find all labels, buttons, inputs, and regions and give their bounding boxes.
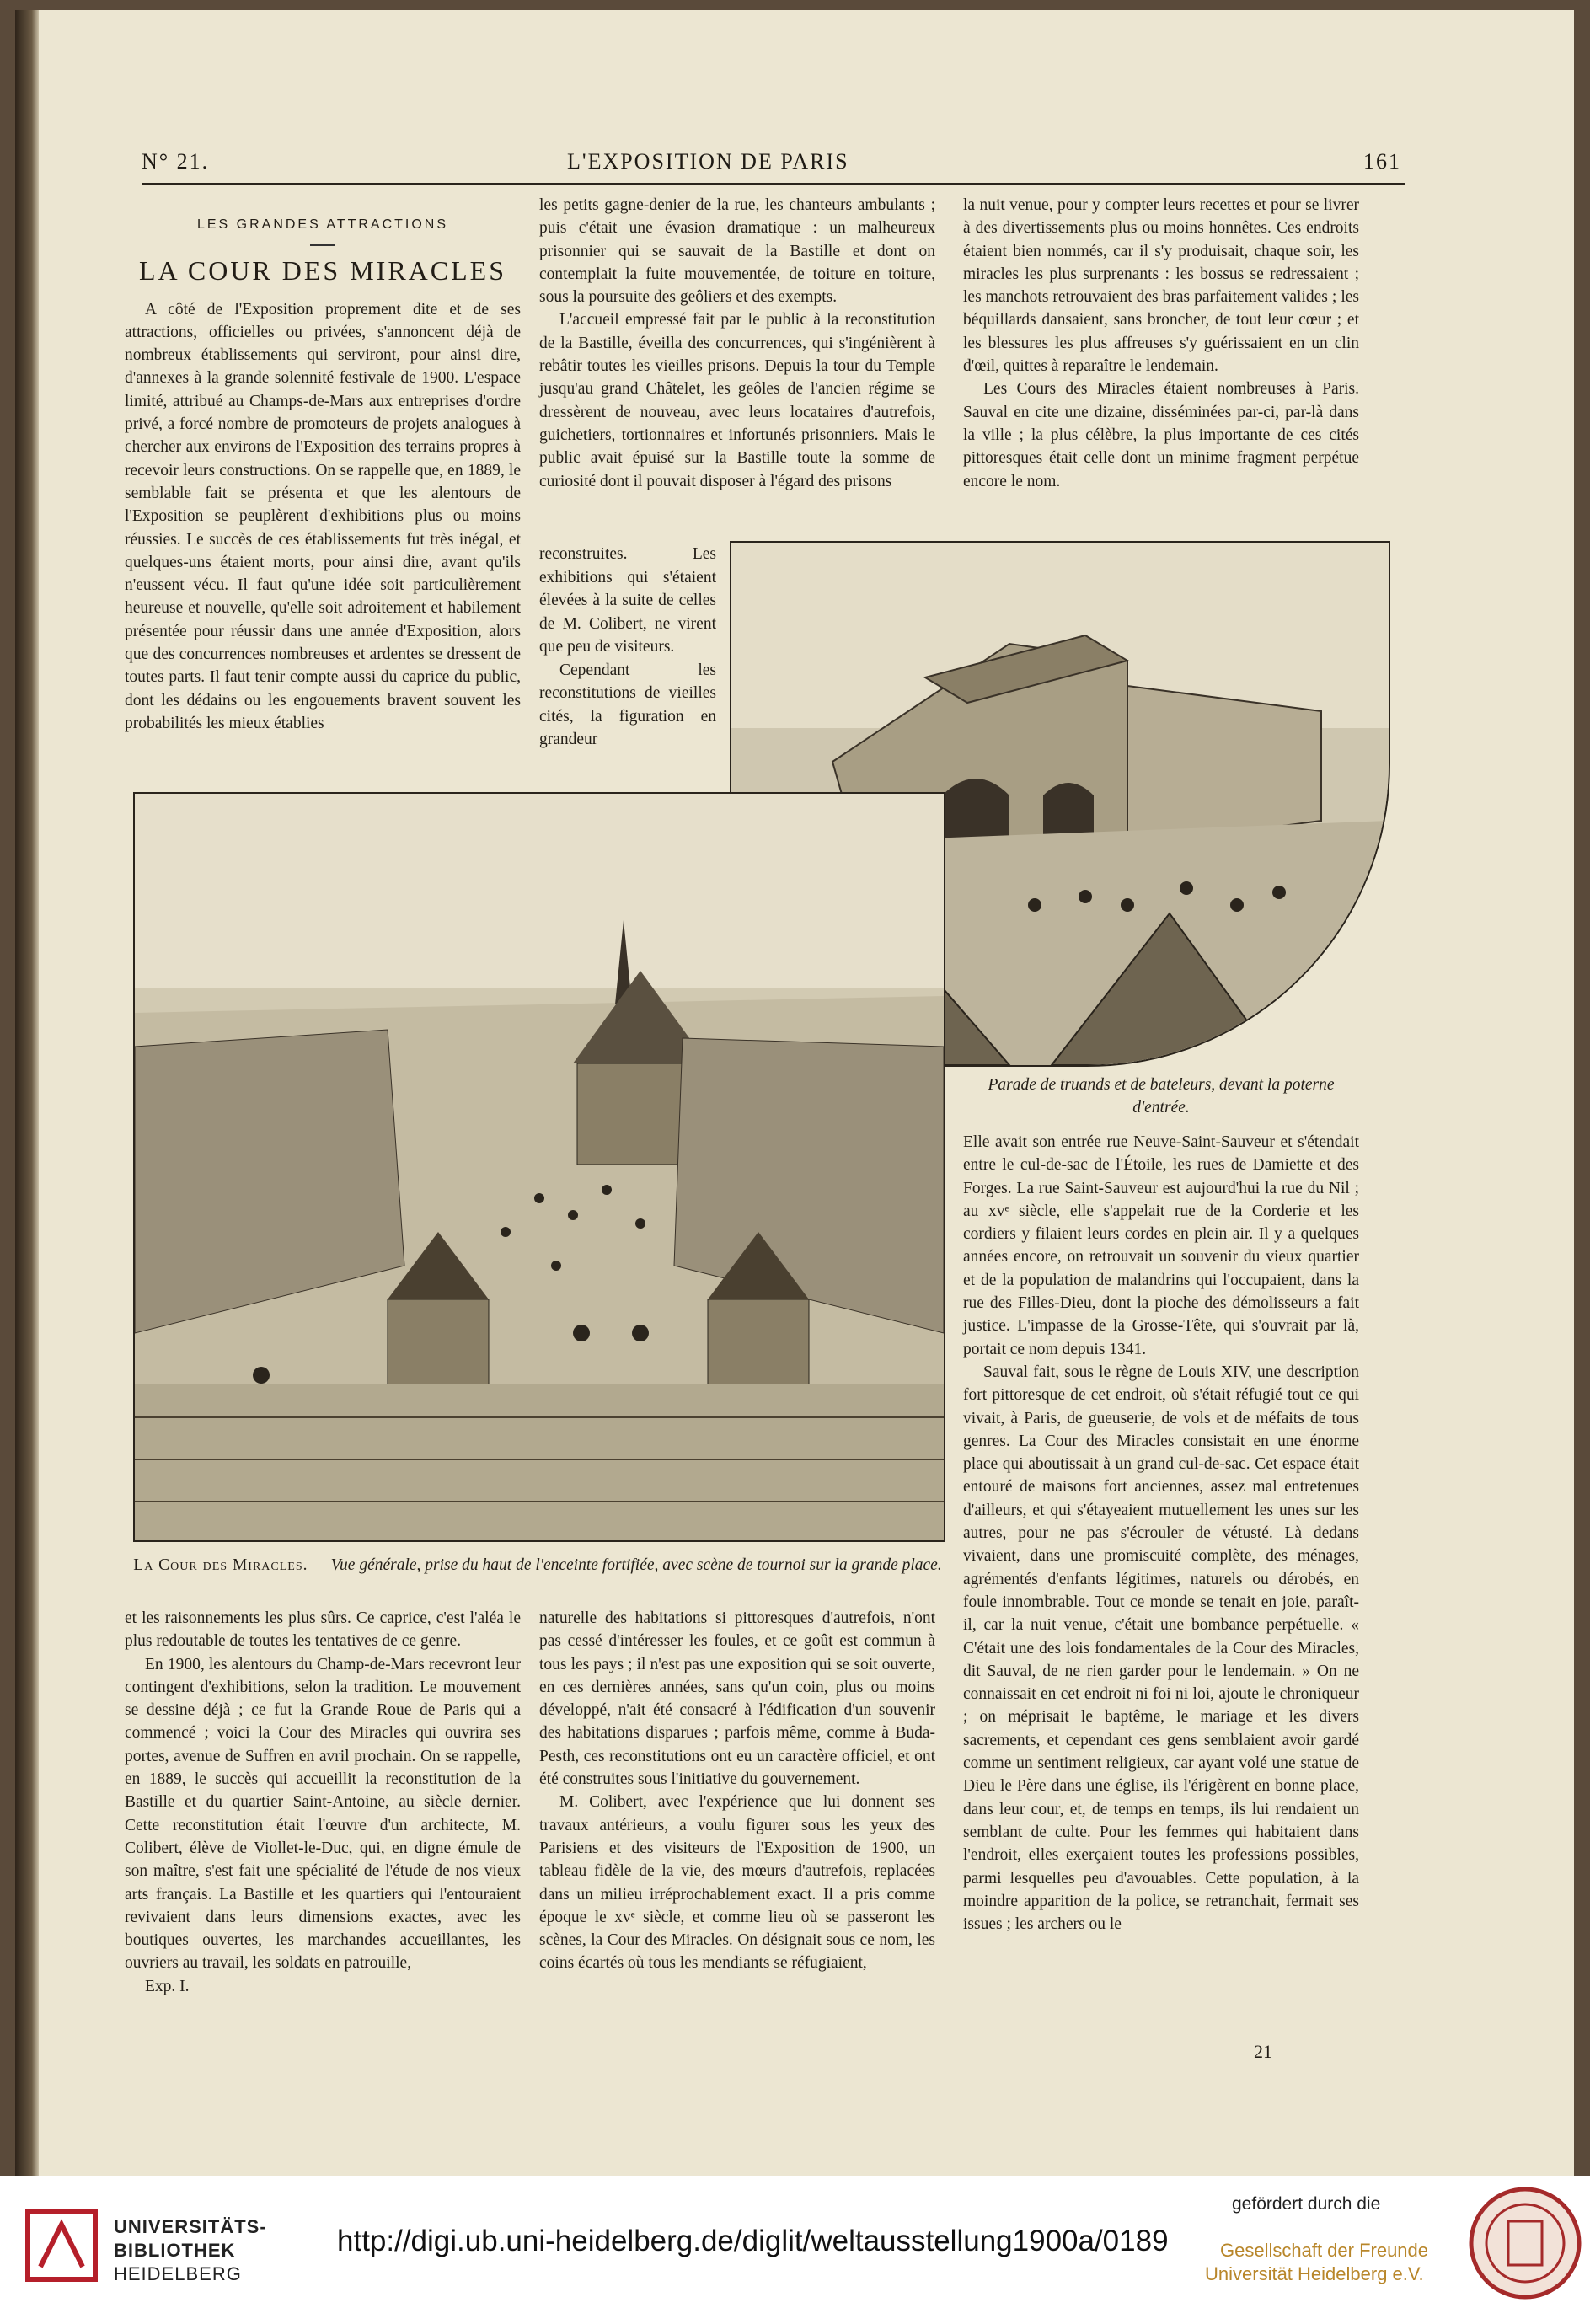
library-name-line-2: BIBLIOTHEK (114, 2240, 236, 2261)
column-2-bottom (539, 1607, 935, 1975)
paragraph: Elle avait son entrée rue Neuve-Saint-Sauveur et s'étendait entre le cul-de-sac de l'Étoile, les rues de Damiette et des Forges. La rue Saint-Sauveur est aujourd'hui la rue du Nil ; au xvᵉ siècle, elle s'appelait rue de la Corderie et les cordiers y filaient leurs cordes en plein air. Il y a quelques années encore, on retrouvait un souvenir du vieux quartier et de la population de malandrins qui l'occupaient, dans la rue des Filles-Dieu, dont la pioche des démolisseurs a fait justice. L'impasse de la Grosse-Tête, qui s'ouvrait par là, portait ce nom depuis 1341. (963, 1133, 1359, 1358)
paragraph: la nuit venue, pour y compter leurs recettes et pour se livrer à des divertissements plus ou moins honnêtes. Ces endroits étaient bien nommés, car il s'y produisait, chaque soir, les miracles les plus surprenants : les bossus se redressaient ; les manchots retrouvaient des bras parfaitement valides ; les béquillards dansaient, sans broncher, de tout leur cœur ; et les blessures les plus affreuses s'y guérissaient en un clin d'œil, quittes à reparaître le lendemain. (963, 196, 1359, 376)
paragraph: En 1900, les alentours du Champ-de-Mars recevront leur contingent d'exhibitions, selon la tradition. Le mouvement se dessine déjà ; ce fut la Grande Roue de Paris qui a commencé ; voici la Cour des Miracles qui ouvrira ses portes, avenue de Suffren en avril prochain. On se rappelle, en 1889, le succès qui accueillit la reconstitution de la Bastille et du quartier Saint-Antoine, au siècle dernier. Cette reconstitution était l'œuvre d'un architecte, M. Colibert, élève de Viollet-le-Duc, qui, en digne émule de son maître, s'est fait une spécialité de l'étude de nos vieux arts français. La Bastille et les quartiers qui l'entouraient revivaient dans leurs dimensions exactes, avec les boutiques ouvertes, les marchandes accueillantes, les ouvriers au travail, les soldats en patrouille, (125, 1655, 521, 1973)
signature: Exp. I. (145, 1977, 190, 1995)
scanned-page (15, 10, 1574, 2176)
paragraph: Cependant les reconstitutions de vieilles cités, la figuration en grandeur (539, 661, 716, 748)
caption-cour-des-miracles (133, 1554, 942, 1577)
header-rule (142, 183, 1405, 185)
column-2-narrow (539, 543, 716, 752)
paragraph: et les raisonnements les plus sûrs. Ce caprice, c'est l'aléa le plus redoutable de toutes les tentatives de ce genre. (125, 1609, 521, 1651)
column-1-top (125, 208, 521, 735)
caption-text: — Vue générale, prise du haut de l'enceinte fortifiée, avec scène de tournoi sur la grande place. (308, 1556, 942, 1574)
seal-icon (1466, 2184, 1584, 2302)
paragraph: Les Cours des Miracles étaient nombreuses à Paris. Sauval en cite une dizaine, disséminées par-ci, par-là dans la ville ; la plus célèbre, la plus importante de ces cités pittoresques était celle dont un minime fragment perpétue encore le nom. (963, 380, 1359, 490)
society-name-line-2: Universität Heidelberg e.V. (1205, 2263, 1424, 2284)
paragraph: M. Colibert, avec l'expérience que lui donnent ses travaux antérieurs, a voulu figurer sous les yeux des Parisiens et des visiteurs de l'Exposition de 1900, un tableau fidèle de la vie, des mœurs d'autrefois, replacées dans un milieu irréprochablement exact. Il a pris comme époque le xvᵉ siècle, et comme lieu où se passeront les scènes, la Cour des Miracles. On désignait sous ce nom, les coins écartés où tous les mendiants se réfugiaient, (539, 1793, 935, 1973)
library-name-line-1: UNIVERSITÄTS- (114, 2216, 267, 2237)
page-url-link[interactable]: http://digi.ub.uni-heidelberg.de/diglit/weltausstellung1900a/0189 (337, 2225, 1169, 2257)
library-name-line-3: HEIDELBERG (114, 2263, 242, 2284)
heading-dash (310, 244, 335, 246)
university-logo-icon (24, 2208, 99, 2284)
paragraph: L'accueil empressé fait par le public à la reconstitution de la Bastille, éveilla des concurrences, qui s'ingénièrent à rebâtir toutes les vieilles prisons. Depuis la tour du Temple jusqu'au grand Châtelet, les geôles de l'ancien régime se dressèrent de nouveau, avec leurs locataires d'autrefois, guichetiers, tortionnaires et infortunés prisonniers. Mais le public avait épuisé sur la Bastille toute la somme de curiosité dont il pouvait disposer à l'égard des prisons (539, 311, 935, 490)
society-name-line-1: Gesellschaft der Freunde (1220, 2240, 1429, 2261)
paragraph: naturelle des habitations si pittoresques d'autrefois, n'ont pas cessé d'intéresser les foules, et ce goût est commun à tous les pays ; il n'est pas une exposition qui se soit ouverte, en ces dernières années, sans qu'un coin, plus ou moins développé, n'ait été consacré à l'édification d'un souvenir des habitations disparues ; parfois même, comme à Buda-Pesth, ces reconstitutions ont eu un caractère officiel, et ont été construites sous l'initiative du gouvernement. (539, 1609, 935, 1789)
paragraph: Sauval fait, sous le règne de Louis XIV, une description fort pittoresque de cet endroit, où s'était réfugié tout ce qui vivait, à Paris, de gueuserie, de vols et de méfaits de tous genres. La Cour des Miracles consistait en une énorme place qui aboutissait à un grand cul-de-sac. Cet espace était entouré de maisons fort anciennes, assez mal entretenues d'ailleurs, et qui s'étayeaient mutuellement les unes sur les autres, pour ne pas s'écrouler de vétusté. Là dedans vivaient, dans une promiscuité complète, des ménages, agrémentés d'enfants légitimes, naturels ou dérobés, en foule innombrable. Tout ce monde se tenait en joie, paraît-il, car la nuit venue, c'était une bombance perpétuelle. « C'était une des lois fondamentales de la Cour des Miracles, dit Sauval, de ne rien garder pour le lendemain. » On ne connaissait en cet endroit ni foi ni loi, ajoute le chroniqueur ; on méprisait le baptême, le mariage et les divers sacrements, et cependant ces gens semblaient avoir gardé comme un sentiment religieux, car ayant volé une statue de Dieu le Père dans une église, ils l'érigèrent en bonne place, dans leur cour, et, de temps en temps, ils lui rendaient un semblant de culte. Pour les femmes qui habitaient dans l'endroit, elles exerçaient toutes les professions possibles, parmi lesquelles peu d'avouables. Cette population, à la moindre apparition de la police, se retranchait, fermait ses issues ; les archers ou le (963, 1363, 1359, 1934)
paragraph: les petits gagne-denier de la rue, les chanteurs ambulants ; puis c'était une évasion dramatique : un malheureux prisonnier qui se sauvait de la Bastille et dont on contemplait la fuite mouvementée, de toiture en toiture, sous la poursuite des geôliers et des exempts. (539, 196, 935, 307)
funding-text: gefördert durch die (1232, 2194, 1381, 2214)
article-title: LA COUR DES MIRACLES (138, 255, 507, 286)
paragraph: A côté de l'Exposition proprement dite et de ses attractions, officielles ou privées, s'annoncent déjà de nombreux établissements qui serviront, pour ainsi dire, d'annexes à la grande solennité festivale de 1900. L'espace limité, attribué au Champs-de-Mars aux entreprises d'ordre privé, a forcé nombre de promoteurs de projets analogues à chercher aux environs de l'Exposition des terrains propres à recevoir leurs constructions. On se rappelle que, en 1889, le semblable fait se présenta et que les alentours de l'Exposition se peuplèrent d'exhibitions plus ou moins réussies. Le succès de ces établissements fut très inégal, et quelques-uns étaient morts, pour ainsi dire, avant qu'ils n'eussent vécu. Il faut qu'une idée soit particulièrement heureuse et nouvelle, qu'elle soit adroitement et habilement présentée pour réussir dans une année d'Exposition, alors que des concurrences nombreuses et ardentes se dressent de toutes parts. Il faut tenir compte aussi du caprice du public, dont les dédains ou les engouements bravent souvent les probabilités les mieux établies (125, 300, 521, 732)
running-title: L'EXPOSITION DE PARIS (567, 149, 849, 174)
column-3-lower (963, 1131, 1359, 1936)
paragraph: reconstruites. Les exhibitions qui s'étaient élevées à la suite de celles de M. Colibert, ne virent que peu de visiteurs. (539, 545, 716, 656)
section-heading: LES GRANDES ATTRACTIONS (196, 217, 449, 232)
sheet-number: 21 (1254, 2041, 1272, 2062)
column-2-top (539, 194, 935, 493)
book-binding (15, 10, 39, 2176)
illustration-cour-des-miracles (133, 792, 945, 1542)
column-1-bottom (125, 1607, 521, 1998)
engraving-cour-des-miracles (135, 794, 944, 1540)
caption-poterne: Parade de truands et de bateleurs, devant la poterne d'entrée. (988, 1076, 1335, 1116)
page-number: 161 (1363, 149, 1401, 174)
column-3-top (963, 194, 1359, 493)
caption-lead: La Cour des Miracles. (133, 1556, 308, 1574)
issue-number: N° 21. (142, 149, 210, 174)
